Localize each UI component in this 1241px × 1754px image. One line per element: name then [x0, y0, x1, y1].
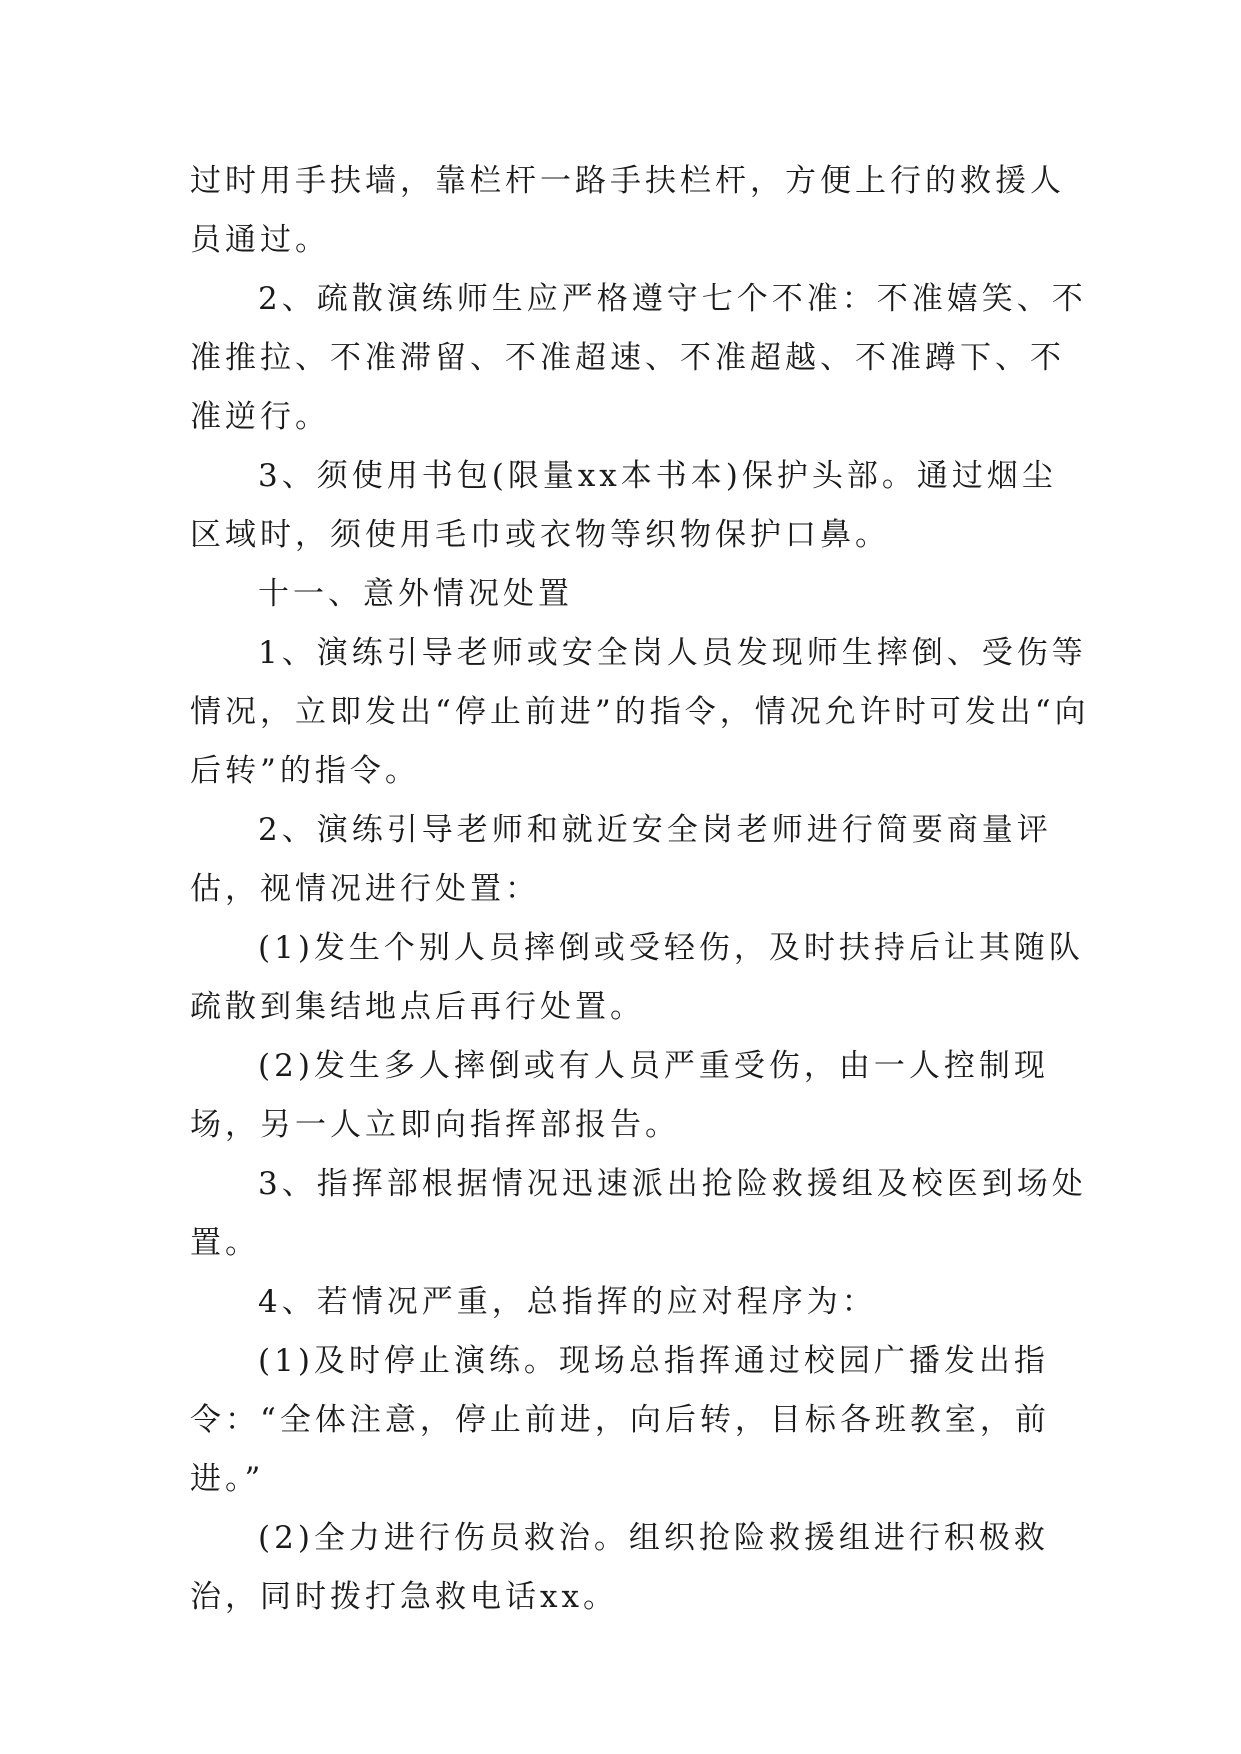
- paragraph: 过时用手扶墙，靠栏杆一路手扶栏杆，方便上行的救援人员通过。: [190, 163, 1065, 258]
- paragraph: 3、指挥部根据情况迅速派出抢险救援组及校医到场处置。: [190, 1166, 1087, 1261]
- paragraph: (2)发生多人摔倒或有人员严重受伤，由一人控制现场，另一人立即向指挥部报告。: [190, 1048, 1049, 1143]
- paragraph: 1、演练引导老师或安全岗人员发现师生摔倒、受伤等情况，立即发出“停止前进”的指令，情况允许时可发出“向后转”的指令。: [190, 635, 1090, 789]
- paragraph: (2)全力进行伤员救治。组织抢险救援组进行积极救治，同时拨打急救电话xx。: [190, 1520, 1049, 1615]
- paragraph: 4、若情况严重，总指挥的应对程序为：: [258, 1284, 877, 1320]
- paragraph: 3、须使用书包(限量xx本书本)保护头部。通过烟尘区域时，须使用毛巾或衣物等织物保护口鼻。: [190, 458, 1057, 553]
- paragraph: (1)及时停止演练。现场总指挥通过校园广播发出指令：“全体注意，停止前进，向后转，目标各班教室，前进。”: [190, 1343, 1050, 1497]
- paragraph: 2、演练引导老师和就近安全岗老师进行简要商量评估，视情况进行处置：: [190, 812, 1052, 907]
- document-body: [190, 152, 1090, 1627]
- section-heading: 十一、意外情况处置: [258, 576, 573, 612]
- paragraph: (1)发生个别人员摔倒或受轻伤，及时扶持后让其随队疏散到集结地点后再行处置。: [190, 930, 1084, 1025]
- paragraph: 2、疏散演练师生应严格遵守七个不准：不准嬉笑、不准推拉、不准滞留、不准超速、不准超越、不准蹲下、不准逆行。: [190, 281, 1087, 435]
